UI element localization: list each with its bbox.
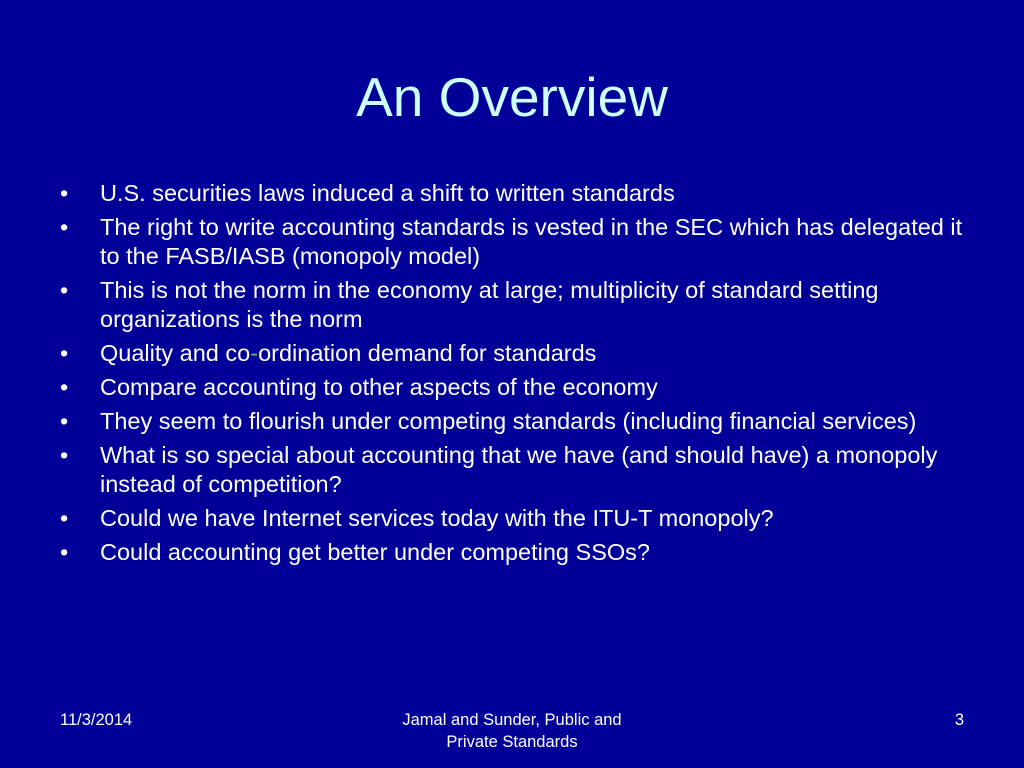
bullet-text: Could accounting get better under competing SSOs? bbox=[100, 539, 650, 565]
bullet-text: They seem to flourish under competing standards (including financial services) bbox=[100, 408, 917, 434]
bullet-item bbox=[60, 179, 980, 208]
bullet-icon: • bbox=[60, 374, 69, 400]
bullet-icon: • bbox=[60, 539, 69, 565]
bullet-icon: • bbox=[60, 340, 69, 366]
bullet-item bbox=[60, 339, 980, 368]
bullet-icon: • bbox=[60, 277, 69, 303]
bullet-icon: • bbox=[60, 180, 69, 206]
bullet-item bbox=[60, 276, 980, 334]
bullet-item bbox=[60, 373, 980, 402]
footer-center-line: Private Standards bbox=[446, 733, 578, 751]
bullet-text: U.S. securities laws induced a shift to written standards bbox=[100, 180, 675, 206]
footer-center bbox=[340, 709, 684, 753]
bullet-icon: • bbox=[60, 214, 69, 240]
accent-dash: - bbox=[250, 340, 259, 366]
bullet-item bbox=[60, 407, 980, 436]
bullet-text-end: ordination demand for standards bbox=[258, 340, 597, 366]
page-number: 3 bbox=[954, 711, 964, 729]
bullet-text-start: Quality and co bbox=[100, 340, 251, 366]
bullet-text: Compare accounting to other aspects of the economy bbox=[100, 374, 658, 400]
bullet-item bbox=[60, 504, 980, 533]
bullet-text: What is so special about accounting that we have (and should have) a monopoly instead of competition? bbox=[100, 442, 938, 497]
bullet-list bbox=[60, 179, 980, 572]
bullet-item bbox=[60, 213, 980, 271]
bullet-icon: • bbox=[60, 505, 69, 531]
bullet-item bbox=[60, 441, 980, 499]
bullet-item bbox=[60, 538, 980, 567]
bullet-text: The right to write accounting standards is vested in the SEC which has delegated it to the FASB/IASB (monopoly model) bbox=[100, 214, 963, 269]
bullet-text: This is not the norm in the economy at large; multiplicity of standard setting organizations is the norm bbox=[100, 277, 879, 332]
slide-title: An Overview bbox=[356, 66, 668, 128]
bullet-icon: • bbox=[60, 442, 69, 468]
bullet-icon: • bbox=[60, 408, 69, 434]
footer-center-line: Jamal and Sunder, Public and bbox=[402, 711, 622, 729]
bullet-text: Could we have Internet services today with the ITU-T monopoly? bbox=[100, 505, 774, 531]
footer-date: 11/3/2014 bbox=[60, 711, 133, 729]
